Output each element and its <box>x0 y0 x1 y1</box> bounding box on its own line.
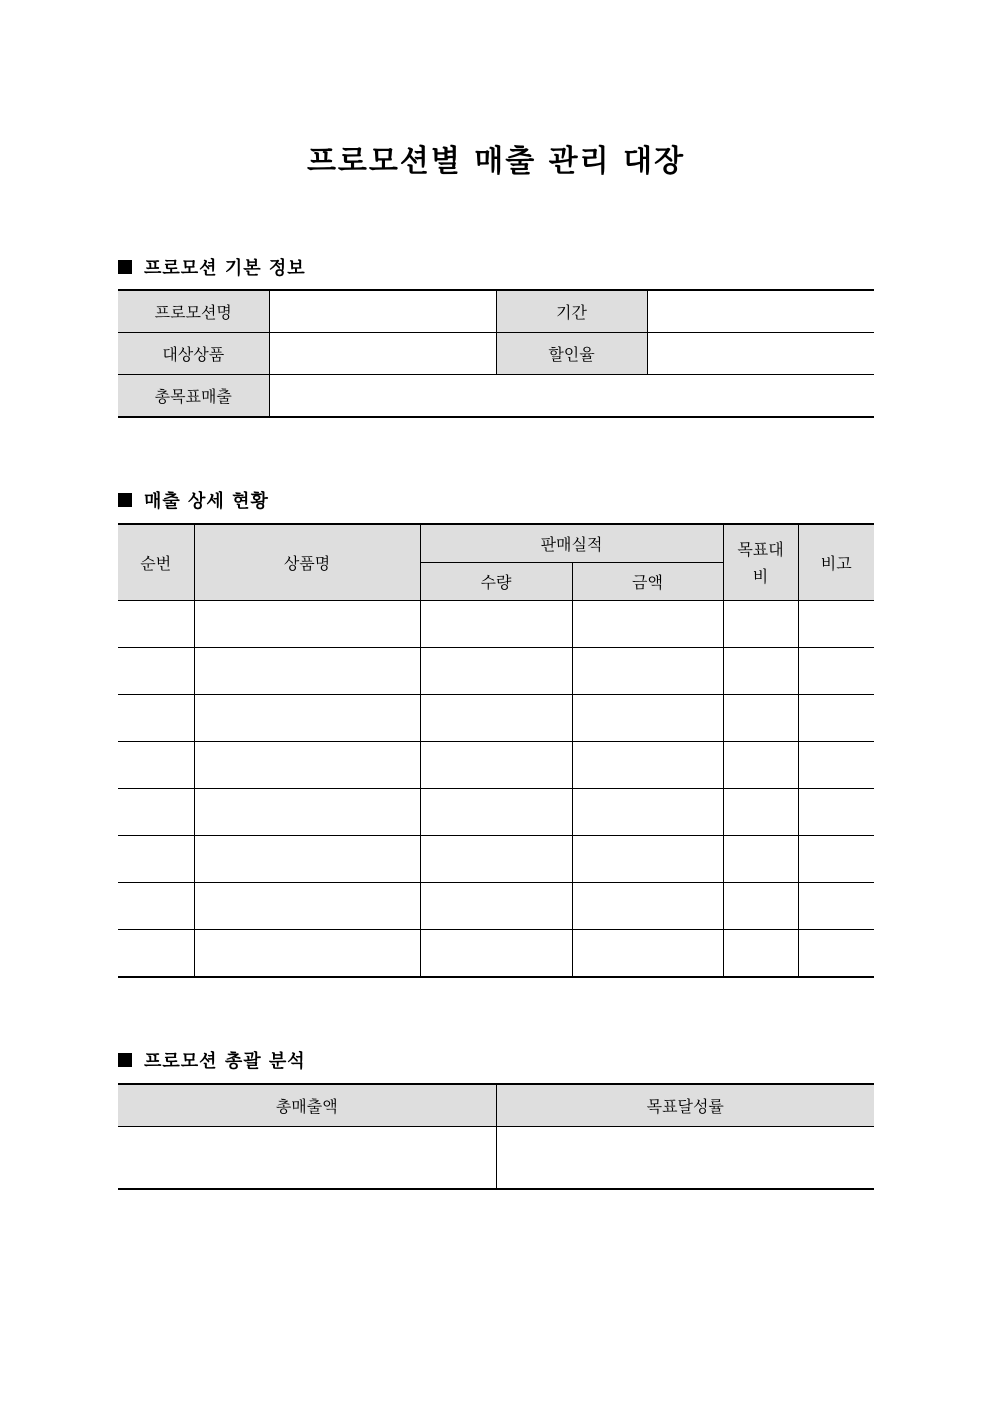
period-field[interactable] <box>647 290 874 333</box>
cell-vs-target[interactable] <box>723 742 798 789</box>
cell-quantity[interactable] <box>420 601 572 648</box>
cell-no[interactable] <box>118 742 194 789</box>
cell-no[interactable] <box>118 695 194 742</box>
table-row <box>118 695 874 742</box>
table-row <box>118 375 874 418</box>
section-heading-label: 프로모션 기본 정보 <box>144 258 306 279</box>
cell-no[interactable] <box>118 883 194 930</box>
header-total-sales: 총매출액 <box>118 1084 496 1127</box>
table-header-row <box>118 1084 874 1127</box>
cell-vs-target[interactable] <box>723 883 798 930</box>
cell-quantity[interactable] <box>420 648 572 695</box>
cell-remarks[interactable] <box>798 601 874 648</box>
cell-product-name[interactable] <box>194 742 420 789</box>
section-heading-sales-detail <box>118 487 269 513</box>
cell-product-name[interactable] <box>194 695 420 742</box>
square-bullet-icon <box>118 493 132 507</box>
cell-vs-target[interactable] <box>723 930 798 978</box>
cell-remarks[interactable] <box>798 742 874 789</box>
header-quantity: 수량 <box>420 563 572 601</box>
square-bullet-icon <box>118 1053 132 1067</box>
section-heading-label: 매출 상세 현황 <box>144 491 269 512</box>
header-amount: 금액 <box>572 563 723 601</box>
label-promotion-name: 프로모션명 <box>118 290 269 333</box>
header-no: 순번 <box>118 524 194 601</box>
cell-vs-target[interactable] <box>723 836 798 883</box>
cell-vs-target[interactable] <box>723 601 798 648</box>
label-discount-rate: 할인율 <box>496 333 647 375</box>
cell-amount[interactable] <box>572 836 723 883</box>
target-product-field[interactable] <box>269 333 496 375</box>
section-heading-summary <box>118 1047 306 1073</box>
cell-quantity[interactable] <box>420 742 572 789</box>
cell-quantity[interactable] <box>420 695 572 742</box>
label-total-target-sales: 총목표매출 <box>118 375 269 418</box>
label-period: 기간 <box>496 290 647 333</box>
header-sales-performance: 판매실적 <box>420 524 723 563</box>
header-achievement-rate: 목표달성률 <box>496 1084 874 1127</box>
header-vs-target: 목표대비 <box>723 524 798 601</box>
table-header-row <box>118 524 874 563</box>
cell-quantity[interactable] <box>420 789 572 836</box>
cell-remarks[interactable] <box>798 836 874 883</box>
table-row <box>118 742 874 789</box>
square-bullet-icon <box>118 260 132 274</box>
cell-vs-target[interactable] <box>723 789 798 836</box>
cell-amount[interactable] <box>572 883 723 930</box>
cell-no[interactable] <box>118 601 194 648</box>
document-title: 프로모션별 매출 관리 대장 <box>306 144 686 179</box>
table-row <box>118 883 874 930</box>
section-heading-label: 프로모션 총괄 분석 <box>144 1051 306 1072</box>
cell-amount[interactable] <box>572 601 723 648</box>
cell-no[interactable] <box>118 836 194 883</box>
cell-amount[interactable] <box>572 742 723 789</box>
cell-product-name[interactable] <box>194 601 420 648</box>
cell-amount[interactable] <box>572 789 723 836</box>
total-target-sales-field[interactable] <box>269 375 874 418</box>
cell-remarks[interactable] <box>798 789 874 836</box>
cell-no[interactable] <box>118 789 194 836</box>
cell-amount[interactable] <box>572 930 723 978</box>
promotion-name-field[interactable] <box>269 290 496 333</box>
section-heading-basic-info <box>118 254 306 280</box>
cell-product-name[interactable] <box>194 883 420 930</box>
promotion-info-table <box>118 289 874 418</box>
header-product-name: 상품명 <box>194 524 420 601</box>
table-row <box>118 1127 874 1190</box>
total-sales-field[interactable] <box>118 1127 496 1190</box>
table-row <box>118 836 874 883</box>
discount-rate-field[interactable] <box>647 333 874 375</box>
cell-remarks[interactable] <box>798 930 874 978</box>
cell-quantity[interactable] <box>420 883 572 930</box>
cell-product-name[interactable] <box>194 648 420 695</box>
cell-remarks[interactable] <box>798 695 874 742</box>
table-row <box>118 930 874 978</box>
cell-quantity[interactable] <box>420 930 572 978</box>
label-target-product: 대상상품 <box>118 333 269 375</box>
cell-remarks[interactable] <box>798 883 874 930</box>
cell-vs-target[interactable] <box>723 648 798 695</box>
header-remarks: 비고 <box>798 524 874 601</box>
table-row <box>118 333 874 375</box>
table-row <box>118 601 874 648</box>
cell-product-name[interactable] <box>194 836 420 883</box>
cell-quantity[interactable] <box>420 836 572 883</box>
cell-no[interactable] <box>118 648 194 695</box>
cell-amount[interactable] <box>572 648 723 695</box>
cell-remarks[interactable] <box>798 648 874 695</box>
table-row <box>118 789 874 836</box>
cell-amount[interactable] <box>572 695 723 742</box>
cell-product-name[interactable] <box>194 930 420 978</box>
promotion-summary-table <box>118 1083 874 1190</box>
sales-detail-table <box>118 523 874 978</box>
table-row <box>118 648 874 695</box>
cell-vs-target[interactable] <box>723 695 798 742</box>
table-row <box>118 290 874 333</box>
cell-product-name[interactable] <box>194 789 420 836</box>
achievement-rate-field[interactable] <box>496 1127 874 1190</box>
cell-no[interactable] <box>118 930 194 978</box>
